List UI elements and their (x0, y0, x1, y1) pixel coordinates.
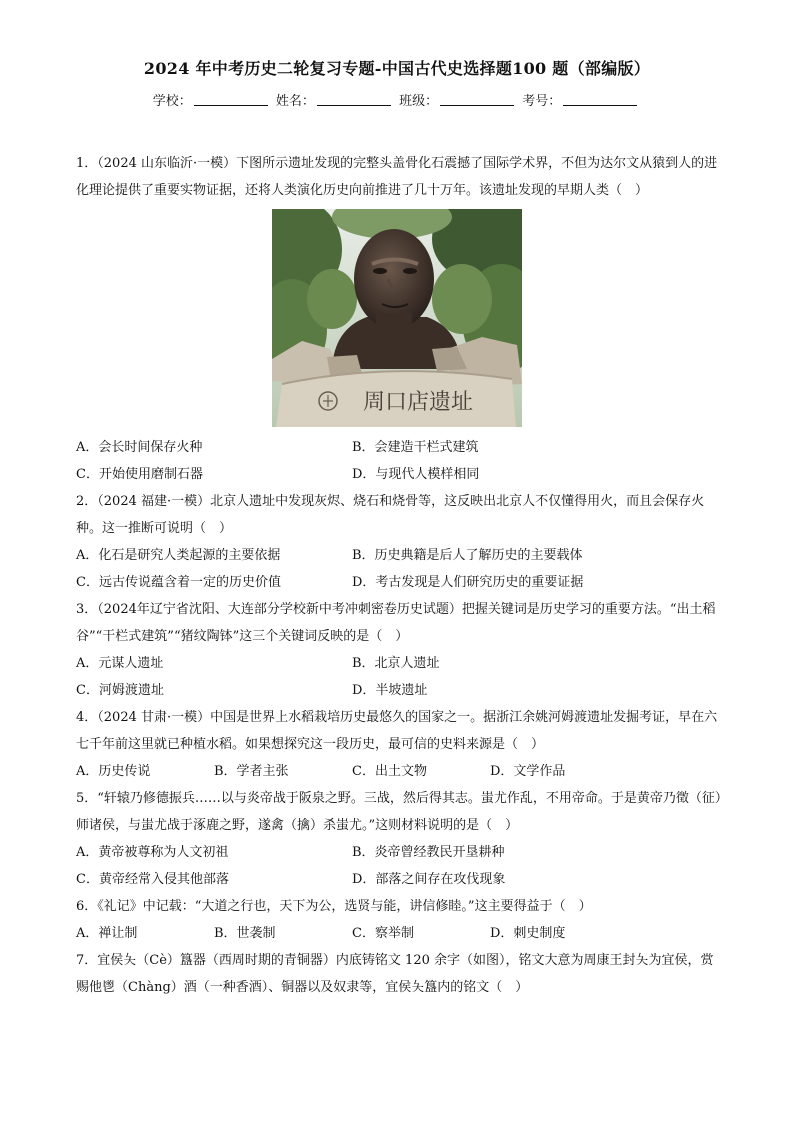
question-4-stem: 4．（2024 甘肃·一模）中国是世界上水稻栽培历史最悠久的国家之一。据浙江余姚河姆渡遗址发掘考证，早在六七千年前这里就已种植水稻。如果想探究这一段历史，最可信的史料来源是（ ） (76, 710, 718, 752)
question-4-option-c[interactable]: C．出土文物 (352, 764, 427, 779)
question-4-option-a[interactable]: A．历史传说 (76, 764, 151, 779)
question-3-option-c[interactable]: C．河姆渡遗址 (76, 683, 164, 698)
class-label: 班级： (399, 94, 439, 109)
question-5-stem: 5．“轩辕乃修德振兵……以与炎帝战于阪泉之野。三战，然后得其志。蚩尤作乱，不用帝命。于是黄帝乃徵（征）师诸侯，与蚩尤战于涿鹿之野，遂禽（擒）杀蚩尤。”这则材料说明的是（ ） (76, 791, 722, 833)
question-5-option-d[interactable]: D．部落之间存在攻伐现象 (352, 872, 506, 887)
question-2-option-c[interactable]: C．远古传说蕴含着一定的历史价值 (76, 575, 281, 590)
question-6-options (76, 920, 724, 947)
question-2-option-a[interactable]: A．化石是研究人类起源的主要依据 (76, 548, 281, 563)
page-title: 2024 年中考历史二轮复习专题-中国古代史选择题100 题（部编版） (143, 59, 651, 78)
school-blank[interactable] (194, 93, 268, 106)
question-2-option-d[interactable]: D．考古发现是人们研究历史的重要证据 (352, 575, 584, 590)
zhoukoudian-bust-photo (272, 209, 522, 427)
name-label: 姓名： (275, 94, 315, 109)
exam-no-blank[interactable] (563, 93, 637, 106)
question-3-options (76, 650, 724, 704)
name-blank[interactable] (317, 93, 391, 106)
question-3-option-b[interactable]: B．北京人遗址 (352, 656, 440, 671)
student-info-line (0, 90, 794, 109)
question-2-stem: 2．（2024 福建·一模）北京人遗址中发现灰烬、烧石和烧骨等，这反映出北京人不仅懂得用火，而且会保存火种。这一推断可说明（ ） (76, 494, 705, 536)
question-1-option-d[interactable]: D．与现代人模样相同 (352, 467, 480, 482)
question-1-option-c[interactable]: C．开始使用磨制石器 (76, 467, 203, 482)
question-2-option-b[interactable]: B．历史典籍是后人了解历史的主要载体 (352, 548, 583, 563)
question-1-option-a[interactable]: A．会长时间保存火种 (76, 440, 203, 455)
question-1-stem: 1．（2024 山东临沂·一模）下图所示遗址发现的完整头盖骨化石震撼了国际学术界，不但为达尔文从猿到人的进化理论提供了重要实物证据，还将人类演化历史向前推进了几十万年。该遗址发现的早期人类（ ） (76, 156, 718, 198)
question-3-stem: 3．（2024年辽宁省沈阳、大连部分学校新中考冲刺密卷历史试题）把握关键词是历史学习的重要方法。“出土稻谷”“干栏式建筑”“猪纹陶钵”这三个关键词反映的是（ ） (76, 602, 716, 644)
question-2-options (76, 542, 724, 596)
question-5-options (76, 839, 724, 893)
question-7-stem: 7．宜侯夨（Cè）簋器（西周时期的青铜器）内底铸铭文 120 余字（如图），铭文大意为周康王封夨为宜侯，赏赐他鬯（Chàng）酒（一种香酒）、铜器以及奴隶等，宜侯夨簋内的铭文（ ） (76, 953, 714, 995)
question-5-option-a[interactable]: A．黄帝被尊称为人文初祖 (76, 845, 229, 860)
stele-stone (276, 371, 516, 427)
question-6-option-c[interactable]: C．察举制 (352, 926, 414, 941)
question-5-option-c[interactable]: C．黄帝经常入侵其他部落 (76, 872, 229, 887)
school-label: 学校： (152, 94, 192, 109)
exam-no-label: 考号： (522, 94, 562, 109)
question-1-option-b[interactable]: B．会建造干栏式建筑 (352, 440, 479, 455)
question-4-option-b[interactable]: B．学者主张 (214, 764, 289, 779)
question-3-option-a[interactable]: A．元谋人遗址 (76, 656, 164, 671)
question-6-option-b[interactable]: B．世袭制 (214, 926, 276, 941)
class-blank[interactable] (440, 93, 514, 106)
question-4-options (76, 758, 724, 785)
question-3-option-d[interactable]: D．半坡遗址 (352, 683, 428, 698)
question-6-stem: 6．《礼记》中记载：“大道之行也，天下为公，选贤与能，讲信修睦。”这主要得益于（ ） (76, 899, 592, 914)
question-4-option-d[interactable]: D．文学作品 (490, 764, 566, 779)
question-6-option-d[interactable]: D．刺史制度 (490, 926, 566, 941)
stele-inscription: 周口店遗址 (362, 390, 474, 415)
question-5-option-b[interactable]: B．炎帝曾经教民开垦耕种 (352, 845, 505, 860)
question-1-options (76, 434, 724, 488)
question-list (76, 150, 724, 1001)
question-6-option-a[interactable]: A．禅让制 (76, 926, 138, 941)
